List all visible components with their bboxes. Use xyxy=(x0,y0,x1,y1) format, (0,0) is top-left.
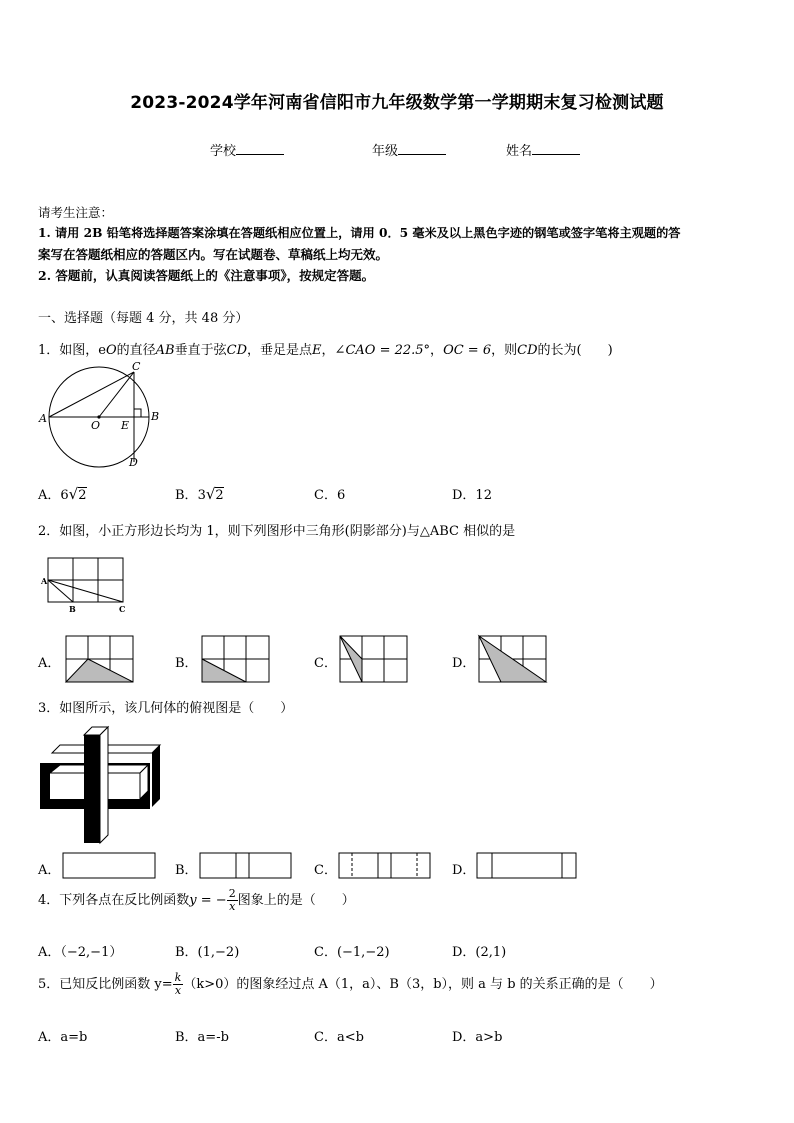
svg-text:E: E xyxy=(121,419,130,432)
svg-text:C: C xyxy=(132,360,141,373)
question-1: 1．如图，eO的直径AB垂直于弦CD，垂足是点E，∠CAO = 22.5°，OC = 6，则CD的长为( ) xyxy=(38,343,613,358)
q4-fraction: $\frac{2}{x}$ xyxy=(228,887,236,913)
q3-option-d-figure[interactable] xyxy=(476,852,580,880)
svg-text:B: B xyxy=(69,604,76,614)
q3-option-a-label[interactable]: A． xyxy=(38,863,61,878)
q4-option-d[interactable]: D．(2,1) xyxy=(452,945,507,960)
q2-option-d-figure[interactable] xyxy=(477,634,549,684)
question-5: 5．已知反比例函数 y= $\frac{k}{x}$ （k>0）的图象经过点 A（1，a）、B（3，b），则 a 与 b 的关系正确的是（ ） xyxy=(38,971,663,997)
notice-item1-line2: 案写在答题纸相应的答题区内。写在试题卷、草稿纸上均无效。 xyxy=(38,247,389,262)
q1-option-d[interactable]: D．12 xyxy=(452,488,492,503)
q4-option-b[interactable]: B．(1,−2) xyxy=(175,945,240,960)
school-field xyxy=(210,140,284,159)
q2-grid-figure xyxy=(38,556,138,616)
notice-item1-line1: 1. 请用 2B 铅笔将选择题答案涂填在答题纸相应位置上，请用 0．5 毫米及以上黑色字迹的钢笔或签字笔将主观题的答 xyxy=(38,226,681,240)
q3-option-b-figure[interactable] xyxy=(199,852,295,880)
svg-text:C: C xyxy=(119,604,126,614)
q2-option-b-figure[interactable] xyxy=(200,634,272,684)
q5-option-c[interactable]: C．a<b xyxy=(314,1030,364,1045)
q4-option-c[interactable]: C．(−1,−2) xyxy=(314,945,390,960)
q2-option-a-figure[interactable] xyxy=(64,634,136,684)
q1-option-a[interactable]: A．6√2 xyxy=(38,485,87,503)
grade-blank xyxy=(398,142,446,155)
name-field xyxy=(506,140,580,159)
school-blank xyxy=(236,142,284,155)
q3-option-d-label[interactable]: D． xyxy=(452,863,476,878)
q5-option-d[interactable]: D．a>b xyxy=(452,1030,503,1045)
svg-text:D: D xyxy=(129,456,138,469)
grade-label: 年级 xyxy=(372,144,399,159)
svg-text:A: A xyxy=(41,576,48,586)
grade-field xyxy=(372,140,446,159)
q5-fraction: $\frac{k}{x}$ xyxy=(174,971,182,997)
svg-text:O: O xyxy=(91,419,101,432)
school-label: 学校 xyxy=(210,144,237,159)
q1-option-b[interactable]: B．3√2 xyxy=(175,485,224,503)
q3-solid-figure xyxy=(38,723,162,843)
notice-heading: 请考生注意： xyxy=(38,205,114,220)
page-title: 2023-2024学年河南省信阳市九年级数学第一学期期末复习检测试题 xyxy=(130,93,664,113)
svg-text:A: A xyxy=(39,412,47,425)
q1-circle-figure xyxy=(36,362,166,472)
name-blank xyxy=(532,142,580,155)
q3-option-c-figure[interactable] xyxy=(338,852,434,880)
q1-option-c[interactable]: C．6 xyxy=(314,488,346,503)
q5-option-b[interactable]: B．a=-b xyxy=(175,1030,229,1045)
q4-option-a[interactable]: A．（−2,−1） xyxy=(38,945,123,960)
name-label: 姓名 xyxy=(506,144,533,159)
q2-option-c-figure[interactable] xyxy=(338,634,410,684)
section-heading: 一、选择题（每题 4 分，共 48 分） xyxy=(38,311,249,326)
notice-item2: 2. 答题前，认真阅读答题纸上的《注意事项》，按规定答题。 xyxy=(38,268,375,283)
q5-option-a[interactable]: A．a=b xyxy=(38,1030,88,1045)
question-2: 2．如图，小正方形边长均为 1，则下列图形中三角形(阴影部分)与△ABC 相似的是 xyxy=(38,524,516,539)
question-3: 3．如图所示，该几何体的俯视图是（ ） xyxy=(38,701,294,716)
question-4: 4．下列各点在反比例函数y = − $\frac{2}{x}$ 图象上的是（ ） xyxy=(38,887,355,913)
svg-text:B: B xyxy=(151,410,160,423)
q2-option-d-label[interactable]: D． xyxy=(452,656,476,671)
q3-option-a-figure[interactable] xyxy=(62,852,158,880)
q2-option-c-label[interactable]: C． xyxy=(314,656,337,671)
q3-option-c-label[interactable]: C． xyxy=(314,863,337,878)
q3-option-b-label[interactable]: B． xyxy=(175,863,198,878)
q2-option-a-label[interactable]: A． xyxy=(38,656,61,671)
q2-option-b-label[interactable]: B． xyxy=(175,656,198,671)
